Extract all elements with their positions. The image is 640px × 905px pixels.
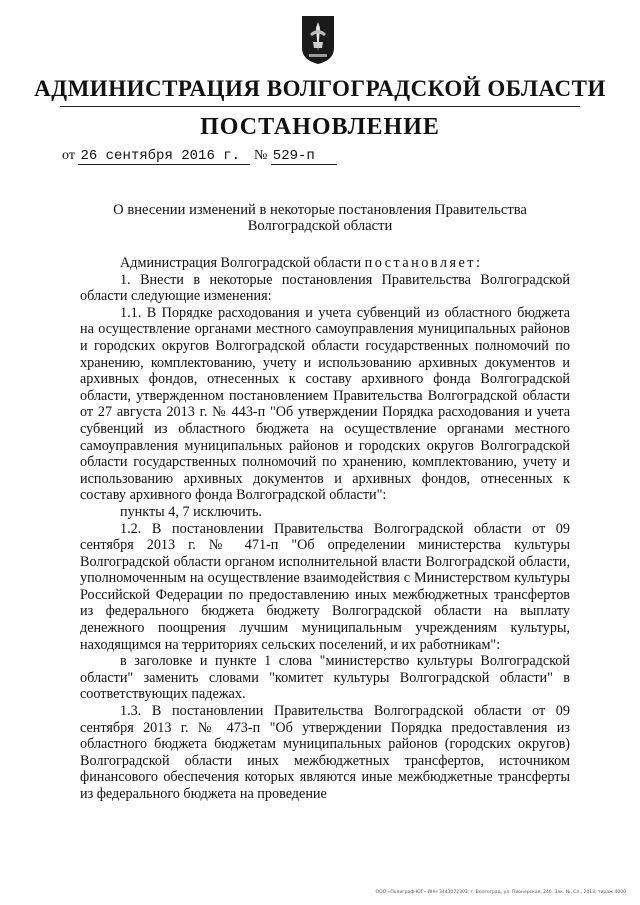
paragraph-1-1-action: пункты 4, 7 исключить.: [120, 503, 262, 520]
date-line: [62, 148, 337, 165]
paragraph-1-2: 1.2. В постановлении Правительства Волгоградской области от 09 сентября 2013 г. № 471-п "Об определении министерства культуры Волгоградской области органом исполнительной власти Волгоградской области, уполномоченным на осуществление взаимодействия с Министерством культуры Российской Федерации по предоставлению иных межбюджетных трансфертов из федерального бюджета бюджету Волгоградской области на выплату денежного поощрения лучшим муниципальным учреждениям культуры, находящимся на территориях сельских поселений, и их работникам":: [80, 520, 570, 653]
preamble: [80, 255, 570, 272]
paragraph-1-2-action: в заголовке и пункте 1 слова "министерство культуры Волгоградской области" заменить словами "комитет культуры Волгоградской области" в соответствующих падежах.: [80, 653, 570, 703]
subject-line-1: О внесении изменений в некоторые постановления Правительства: [113, 202, 527, 218]
org-title: АДМИНИСТРАЦИЯ ВОЛГОГРАДСКОЙ ОБЛАСТИ: [34, 76, 606, 101]
document-type: ПОСТАНОВЛЕНИЕ: [200, 114, 440, 140]
subject-line-2: Волгоградской области: [247, 218, 393, 234]
number-prefix: №: [253, 148, 268, 163]
printer-imprint: ООО «Полиграф-ЮГ» ИНН 3443072303, г. Волгоград, ул. Пионерская, 24б. Зак. №, Сл., 2013, тираж 4000: [375, 890, 626, 895]
document-body: [80, 255, 570, 803]
document-subject: [110, 202, 530, 234]
date-prefix: от: [62, 148, 75, 163]
coat-of-arms-icon: [300, 14, 336, 66]
paragraph-1: 1. Внести в некоторые постановления Правительства Волгоградской области следующие изменения:: [80, 271, 570, 305]
document-number: 529-п: [271, 148, 337, 165]
paragraph-1-1: 1.1. В Порядке расходования и учета субвенций из областного бюджета на осуществление органами местного самоуправления муниципальных районов и городских округов Волгоградской области государственных полномочий по хранению, комплектованию, учету и использованию архивных документов и архивных фондов, отнесенных к составу архивного фонда Волгоградской области, утвержденном постановлением Правительства Волгоградской области от 27 августа 2013 г. № 443-п "Об утверждении Порядка расходования и учета субвенций из областного бюджета на осуществление органами местного самоуправления муниципальных районов и городских округов Волгоградской области государственных полномочий по хранению, комплектованию, учету и использованию архивных документов и архивных фондов, отнесенных к составу архивного фонда Волгоградской области":: [80, 304, 570, 504]
document-date: 26 сентября 2016 г.: [78, 148, 250, 165]
title-rule: [60, 106, 580, 107]
preamble-verb: постановляет:: [364, 255, 483, 271]
paragraph-1-3: 1.3. В постановлении Правительства Волгоградской области от 09 сентября 2013 г. № 473-п "Об утверждении Порядка предоставления из областного бюджета бюджетам муниципальных районов (городских округов) Волгоградской области иных межбюджетных трансфертов, источником финансового обеспечения которых являются иные межбюджетные трансферты из федерального бюджета на проведение: [80, 703, 570, 802]
preamble-start: Администрация Волгоградской области: [120, 255, 362, 271]
